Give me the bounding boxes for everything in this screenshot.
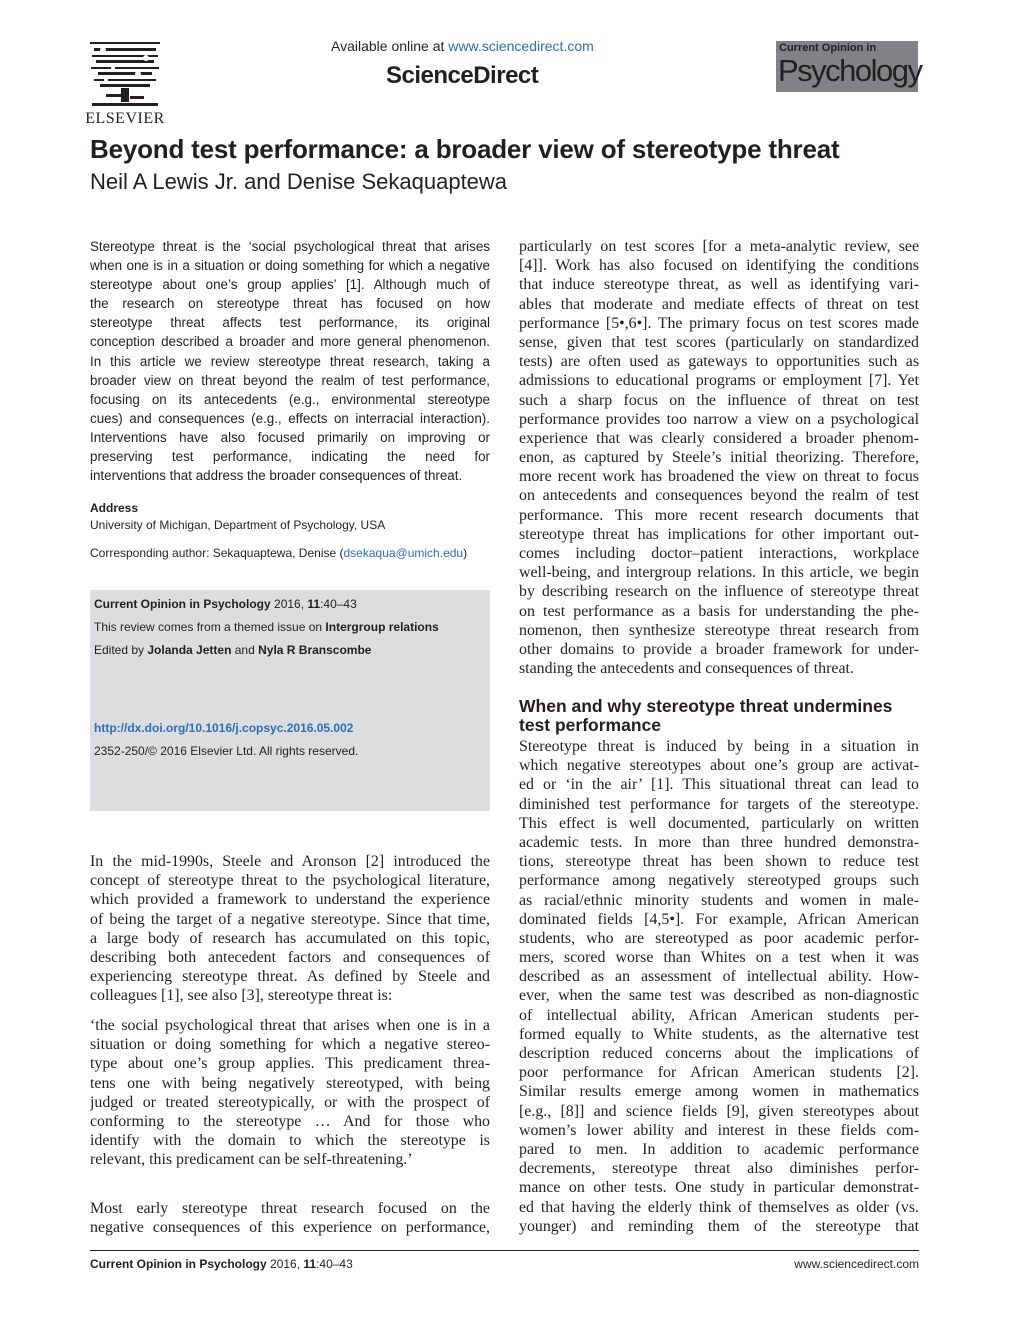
body-line: which provided a framework to understand the experience	[90, 891, 490, 909]
body-line: as racial/ethnic minority students and women in male-	[519, 891, 919, 909]
publisher-name: ELSEVIER	[85, 110, 165, 127]
corresponding-suffix: )	[463, 546, 468, 560]
quote-line: identify with the domain to which the stereotype is	[90, 1132, 490, 1150]
body-line: described as an assessment of intellectual ability. How-	[519, 968, 919, 986]
quote-line: type about one’s group applies. This predicament threa-	[90, 1055, 490, 1073]
body-line: performance provides too narrow a view on a psychological	[519, 410, 919, 428]
article-info-box	[90, 590, 490, 811]
elsevier-tree-icon	[88, 38, 162, 110]
body-line: mers, scored worse than Whites on a test when it was	[519, 949, 919, 967]
info-theme	[94, 620, 439, 634]
body-line: ever, when the same test was described as non-diagnostic	[519, 987, 919, 1005]
body-line: formed equally to White students, as the alternative test	[519, 1025, 919, 1043]
doi-link[interactable]: http://dx.doi.org/10.1016/j.copsyc.2016.05.002	[94, 721, 354, 735]
abstract	[90, 237, 490, 485]
abstract-line: Interventions have also focused primarily on improving or	[90, 429, 490, 445]
available-online-text: Available online at	[331, 38, 449, 54]
body-line: other domains to provide a broader framework for under-	[519, 640, 919, 658]
quote-line: conforming to the stereotype … And for those who	[90, 1112, 490, 1130]
body-line: enon, as captured by Steele’s initial theorizing. Therefore,	[519, 449, 919, 467]
body-line: Most early stereotype threat research focused on the	[90, 1200, 490, 1217]
footer-citation	[90, 1257, 353, 1271]
quote-line: relevant, this predicament can be self-threatening.’	[90, 1151, 413, 1169]
section-heading: When and why stereotype threat undermines test performance	[519, 696, 893, 735]
info-edited-and: and	[231, 643, 259, 657]
body-line: performance among negatively stereotyped groups such	[519, 872, 919, 890]
body-line: pared to men. In addition to academic performance	[519, 1140, 919, 1158]
author-email-link[interactable]: dsekaqua@umich.edu	[343, 546, 464, 560]
info-volume: 11	[307, 597, 321, 611]
elsevier-logo	[82, 38, 168, 130]
body-line: [e.g., [8]] and science fields [9], given stereotypes about	[519, 1102, 919, 1120]
info-year: 2016,	[270, 597, 308, 611]
info-citation	[94, 597, 357, 611]
journal-logo	[776, 41, 922, 92]
body-line: poor performance for African American students [2].	[519, 1064, 919, 1082]
body-line: experiencing stereotype threat. As defined by Steele and	[90, 968, 490, 986]
body-line: experience that was clearly considered a broader phenom-	[519, 429, 919, 447]
body-line: diminished test performance for targets of the stereotype.	[519, 795, 919, 813]
footer-volume: 11	[303, 1257, 317, 1271]
abstract-line: when one is in a situation or doing something for which a negative	[90, 258, 490, 274]
body-line: a large body of research has accumulated on this topic,	[90, 929, 490, 947]
abstract-line: broader view on threat beyond the realm of test performance,	[90, 372, 490, 388]
intro-paragraph	[90, 852, 490, 1006]
body-line: ed that having the elderly think of themselves as older (vs.	[519, 1198, 919, 1216]
body-line: tests) are often used as gateways to opportunities such as	[519, 353, 919, 371]
body-line: concept of stereotype threat to the psychological literature,	[90, 872, 490, 890]
article-title: Beyond test performance: a broader view of stereotype threat	[90, 134, 840, 164]
footer-divider	[90, 1250, 919, 1251]
quote-line: ‘the social psychological threat that arises when one is in a	[90, 1017, 490, 1034]
journal-logo-top-text: Current Opinion in	[779, 42, 877, 54]
abstract-line: preserving test performance, indicating the need for	[90, 449, 490, 465]
body-line: admissions to educational programs or employment [7]. Yet	[519, 372, 919, 390]
body-line: sense, given that test scores (particularly on standardized	[519, 333, 919, 351]
article-authors: Neil A Lewis Jr. and Denise Sekaquaptewa	[90, 169, 508, 194]
info-editor: Nyla R Branscombe	[258, 643, 372, 657]
body-line: Stereotype threat is induced by being in a situation in	[519, 738, 919, 755]
final-paragraph	[90, 1199, 490, 1237]
body-line: women’s lower ability and interest in these fields com-	[519, 1121, 919, 1139]
body-line: ables that moderate and mediate effects of threat on test	[519, 295, 919, 313]
abstract-line: focusing on its antecedents (e.g., environmental stereotype	[90, 391, 490, 407]
body-line: dominated fields [4,5•]. For example, African American	[519, 910, 919, 928]
info-editors	[94, 643, 371, 657]
section-paragraph	[519, 737, 919, 1236]
body-line: well-being, and intergroup relations. In this article, we begin	[519, 564, 919, 582]
body-line: on test performance as a basis for understanding the phe-	[519, 602, 919, 620]
info-pages: :40–43	[320, 597, 357, 611]
abstract-line: stereotype threat affects test performance, its original	[90, 315, 490, 331]
body-line: particularly on test scores [for a meta-analytic review, see	[519, 238, 919, 255]
footer-year: 2016,	[266, 1257, 304, 1271]
body-line: more recent work has broadened the view on threat to focus	[519, 468, 919, 486]
quote-line: judged or treated stereotypically, or with the prospect of	[90, 1093, 490, 1111]
body-line: of intellectual ability, African American students per-	[519, 1006, 919, 1024]
body-line: tions, stereotype threat has been shown to reduce test	[519, 853, 919, 871]
abstract-line: In this article we review stereotype threat research, taking a	[90, 353, 490, 369]
body-line: This effect is well documented, particularly on written	[519, 814, 919, 832]
abstract-line: cues) and consequences (e.g., effects on interracial interaction).	[90, 410, 490, 426]
body-line: colleagues [1], see also [3], stereotype threat is:	[90, 987, 393, 1005]
info-theme-link[interactable]: Intergroup relations	[325, 620, 439, 634]
continued-paragraph	[519, 237, 919, 678]
quote-paragraph	[90, 1016, 490, 1170]
body-line: describing both antecedent factors and consequences of	[90, 948, 490, 966]
copyright-line: 2352-250/© 2016 Elsevier Ltd. All rights reserved.	[94, 744, 359, 758]
body-line: standing the antecedents and consequences of threat.	[519, 660, 854, 678]
quote-line: situation or doing something for which a negative stereo-	[90, 1036, 490, 1054]
quote-line: tens one with being negatively stereotyped, with being	[90, 1074, 490, 1092]
address-label: Address	[90, 501, 139, 515]
body-line: [4]]. Work has also focused on identifying the conditions	[519, 257, 919, 275]
body-line: on antecedents and consequences beyond the realm of test	[519, 487, 919, 505]
abstract-line: conception described a broader and more general phenomenon.	[90, 334, 490, 350]
affiliation: University of Michigan, Department of Psychology, USA	[90, 518, 386, 532]
body-line: performance [5•,6•]. The primary focus on test scores made	[519, 314, 919, 332]
body-line: academic tests. In more than three hundred demonstra-	[519, 833, 919, 851]
body-line: decrements, stereotype threat also diminishes perfor-	[519, 1160, 919, 1178]
body-line: that induce stereotype threat, as well as identifying vari-	[519, 276, 919, 294]
footer-journal: Current Opinion in Psychology	[90, 1257, 267, 1271]
body-line: negative consequences of this experience on performance,	[90, 1219, 490, 1237]
info-editor: Jolanda Jetten	[147, 643, 232, 657]
body-line: mance on other tests. One study in particular demonstrat-	[519, 1179, 919, 1197]
info-theme-prefix: This review comes from a themed issue on	[94, 620, 326, 634]
address-block	[90, 500, 490, 562]
info-journal: Current Opinion in Psychology	[94, 597, 271, 611]
available-online-line	[331, 38, 594, 54]
footer-site-link[interactable]: www.sciencedirect.com	[794, 1257, 919, 1271]
abstract-line: the research on stereotype threat has focused on how	[90, 296, 490, 312]
abstract-line: stereotype about one’s group applies’ [1]. Although much of	[90, 277, 490, 293]
info-edited-prefix: Edited by	[94, 643, 148, 657]
body-line: which negative stereotypes about one’s group are activat-	[519, 757, 919, 775]
body-line: stereotype threat has implications for other important out-	[519, 525, 919, 543]
body-line: of being the target of a negative stereotype. Since that time,	[90, 910, 490, 928]
body-line: students, who are stereotyped as poor academic perfor-	[519, 929, 919, 947]
body-line: performance. This more recent research documents that	[519, 506, 919, 524]
body-line: In the mid-1990s, Steele and Aronson [2] introduced the	[90, 853, 490, 870]
footer-pages: :40–43	[316, 1257, 353, 1271]
sciencedirect-brand: ScienceDirect	[386, 62, 539, 89]
body-line: Similar results emerge among women in mathematics	[519, 1083, 919, 1101]
sciencedirect-link[interactable]: www.sciencedirect.com	[448, 38, 594, 54]
body-line: ed or ‘in the air’ [1]. This situational threat can lead to	[519, 776, 919, 794]
body-line: such a sharp focus on the influence of threat on test	[519, 391, 919, 409]
abstract-line: interventions that address the broader consequences of threat.	[90, 468, 463, 484]
body-line: comes including doctor–patient interactions, workplace	[519, 545, 919, 562]
journal-logo-main-text: Psychology	[778, 53, 922, 88]
abstract-line: Stereotype threat is the ‘social psychological threat that arises	[90, 239, 490, 254]
corresponding-author	[90, 545, 490, 562]
body-line: description reduced concerns about the implications of	[519, 1045, 919, 1062]
body-line: by describing research on the influence of stereotype threat	[519, 583, 919, 601]
body-line: nomenon, then synthesize stereotype threat research from	[519, 621, 919, 639]
corresponding-prefix: Corresponding author: Sekaquaptewa, Denise (	[90, 546, 344, 560]
body-line: younger) and reminding them of the stereotype that	[519, 1217, 919, 1235]
